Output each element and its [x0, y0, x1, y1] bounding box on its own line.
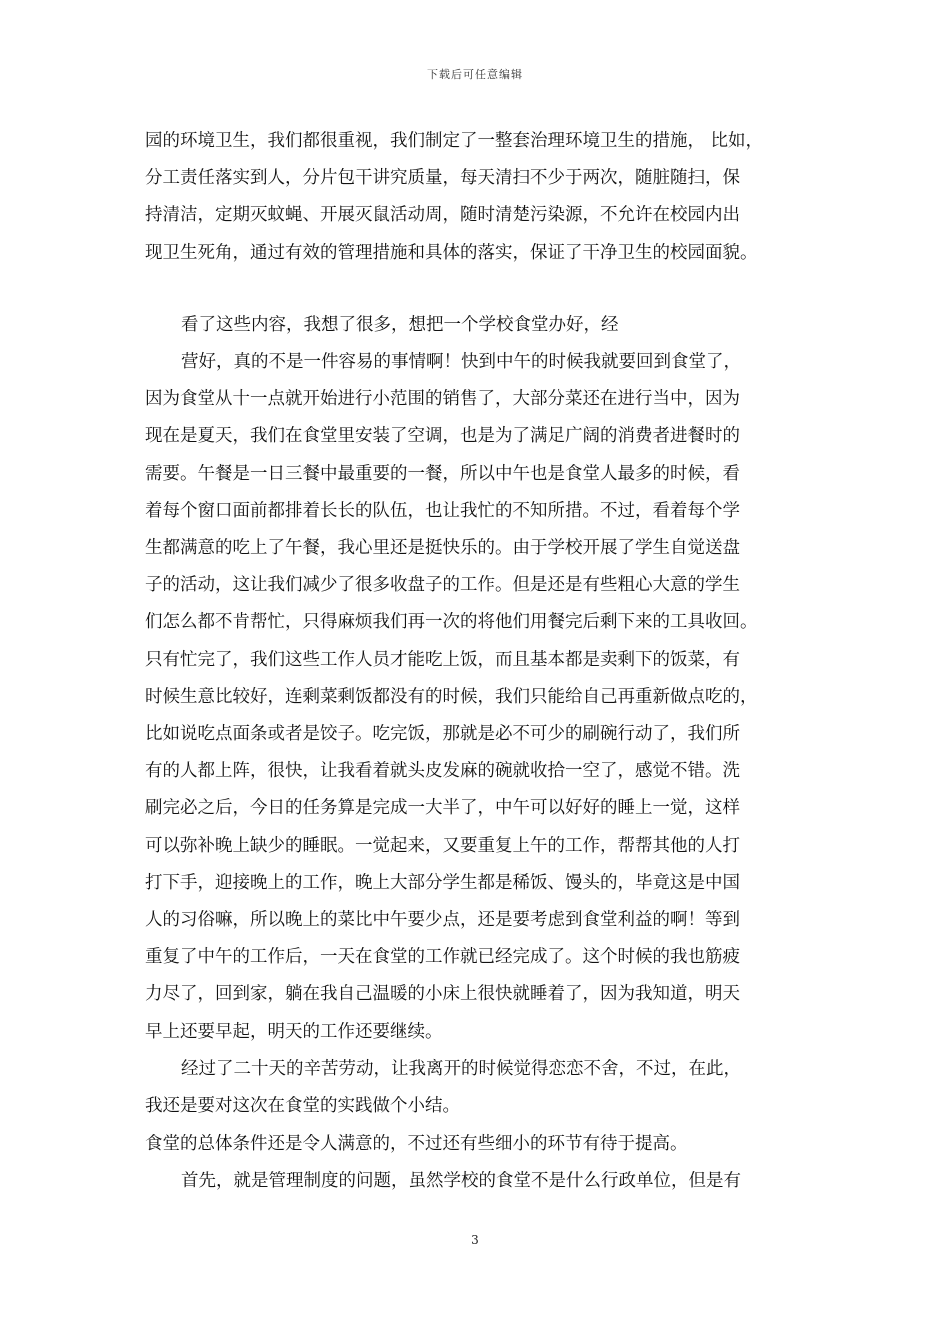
text-line: 重复了中午的工作后，一天在食堂的工作就已经完成了。这个时候的我也筋疲: [145, 947, 740, 968]
text-line: 打下手，迎接晚上的工作，晚上大部分学生都是稀饭、馒头的，毕竟这是中国: [145, 872, 740, 893]
text-line: 可以弥补晚上缺少的睡眠。一觉起来，又要重复上午的工作，帮帮其他的人打: [145, 835, 740, 856]
text-line: 比如说吃点面条或者是饺子。吃完饭，那就是必不可少的刷碗行动了，我们所: [145, 724, 740, 745]
paragraph-2: [145, 307, 805, 344]
text-line: 刷完必之后，今日的任务算是完成一大半了，中午可以好好的睡上一觉，这样: [145, 798, 740, 819]
text-line: 子的活动，这让我们减少了很多收盘子的工作。但是还是有些粗心大意的学生: [145, 575, 740, 596]
text-line: 食堂的总体条件还是令人满意的，不过还有些细小的环节有待于提高。: [145, 1134, 688, 1154]
text-line: 首先，就是管理制度的问题，虽然学校的食堂不是什么行政单位，但是有: [181, 1171, 741, 1191]
text-line: 园的环境卫生，我们都很重视，我们制定了一整套治理环境卫生的措施， 比如，: [145, 131, 764, 151]
text-line: 力尽了，回到家，躺在我自己温暖的小床上很快就睡着了，因为我知道，明天: [145, 984, 740, 1005]
text-line: 因为食堂从十一点就开始进行小范围的销售了，大部分菜还在进行当中，因为: [145, 389, 740, 410]
text-line: 现在是夏天，我们在食堂里安装了空调，也是为了满足广阔的消费者进餐时的: [145, 426, 740, 447]
paragraph-1: [145, 123, 805, 272]
text-line: 着每个窗口面前都排着长长的队伍，也让我忙的不知所措。不过，看着每个学: [145, 500, 740, 521]
text-line: 持清洁，定期灭蚊蝇、开展灭鼠活动周，随时清楚污染源，不允许在校园内出: [145, 205, 740, 226]
page-number: 3: [471, 1233, 479, 1247]
text-line: 们怎么都不肯帮忙，只得麻烦我们再一次的将他们用餐完后剩下来的工具收回。: [145, 612, 758, 633]
text-line: 现卫生死角，通过有效的管理措施和具体的落实，保证了干净卫生的校园面貌。: [145, 242, 758, 263]
paragraph-5: [145, 1126, 805, 1163]
text-line: 人的习俗嘛，所以晚上的菜比中午要少点，还是要考虑到食堂利益的啊！等到: [145, 910, 740, 931]
text-line: 生都满意的吃上了午餐，我心里还是挺快乐的。由于学校开展了学生自觉送盘: [145, 538, 740, 559]
text-line: 分工责任落实到人，分片包干讲究质量，每天清扫不少于两次，随脏随扫，保: [145, 168, 740, 189]
paragraph-4: [145, 1051, 805, 1125]
page-header: 下载后可任意编辑: [427, 68, 523, 81]
paragraph-3: [145, 344, 805, 1051]
text-line: 我还是要对这次在食堂的实践做个小结。: [145, 1096, 460, 1117]
text-line: 只有忙完了，我们这些工作人员才能吃上饭，而且基本都是卖剩下的饭菜，有: [145, 649, 740, 670]
text-line: 看了这些内容，我想了很多，想把一个学校食堂办好，经: [181, 315, 619, 335]
text-line: 经过了二十天的辛苦劳动，让我离开的时候觉得恋恋不舍，不过，在此，: [181, 1059, 741, 1079]
text-line: 有的人都上阵，很快，让我看着就头皮发麻的碗就收拾一空了，感觉不错。洗: [145, 761, 740, 782]
text-line: 需要。午餐是一日三餐中最重要的一餐，所以中午也是食堂人最多的时候，看: [145, 463, 740, 484]
text-line: 营好，真的不是一件容易的事情啊！快到中午的时候我就要回到食堂了，: [181, 352, 741, 372]
text-line: 时候生意比较好，连剩菜剩饭都没有的时候，我们只能给自己再重新做点吃的，: [145, 686, 758, 707]
text-line: 早上还要早起，明天的工作还要继续。: [145, 1021, 443, 1042]
paragraph-6: [145, 1163, 805, 1200]
